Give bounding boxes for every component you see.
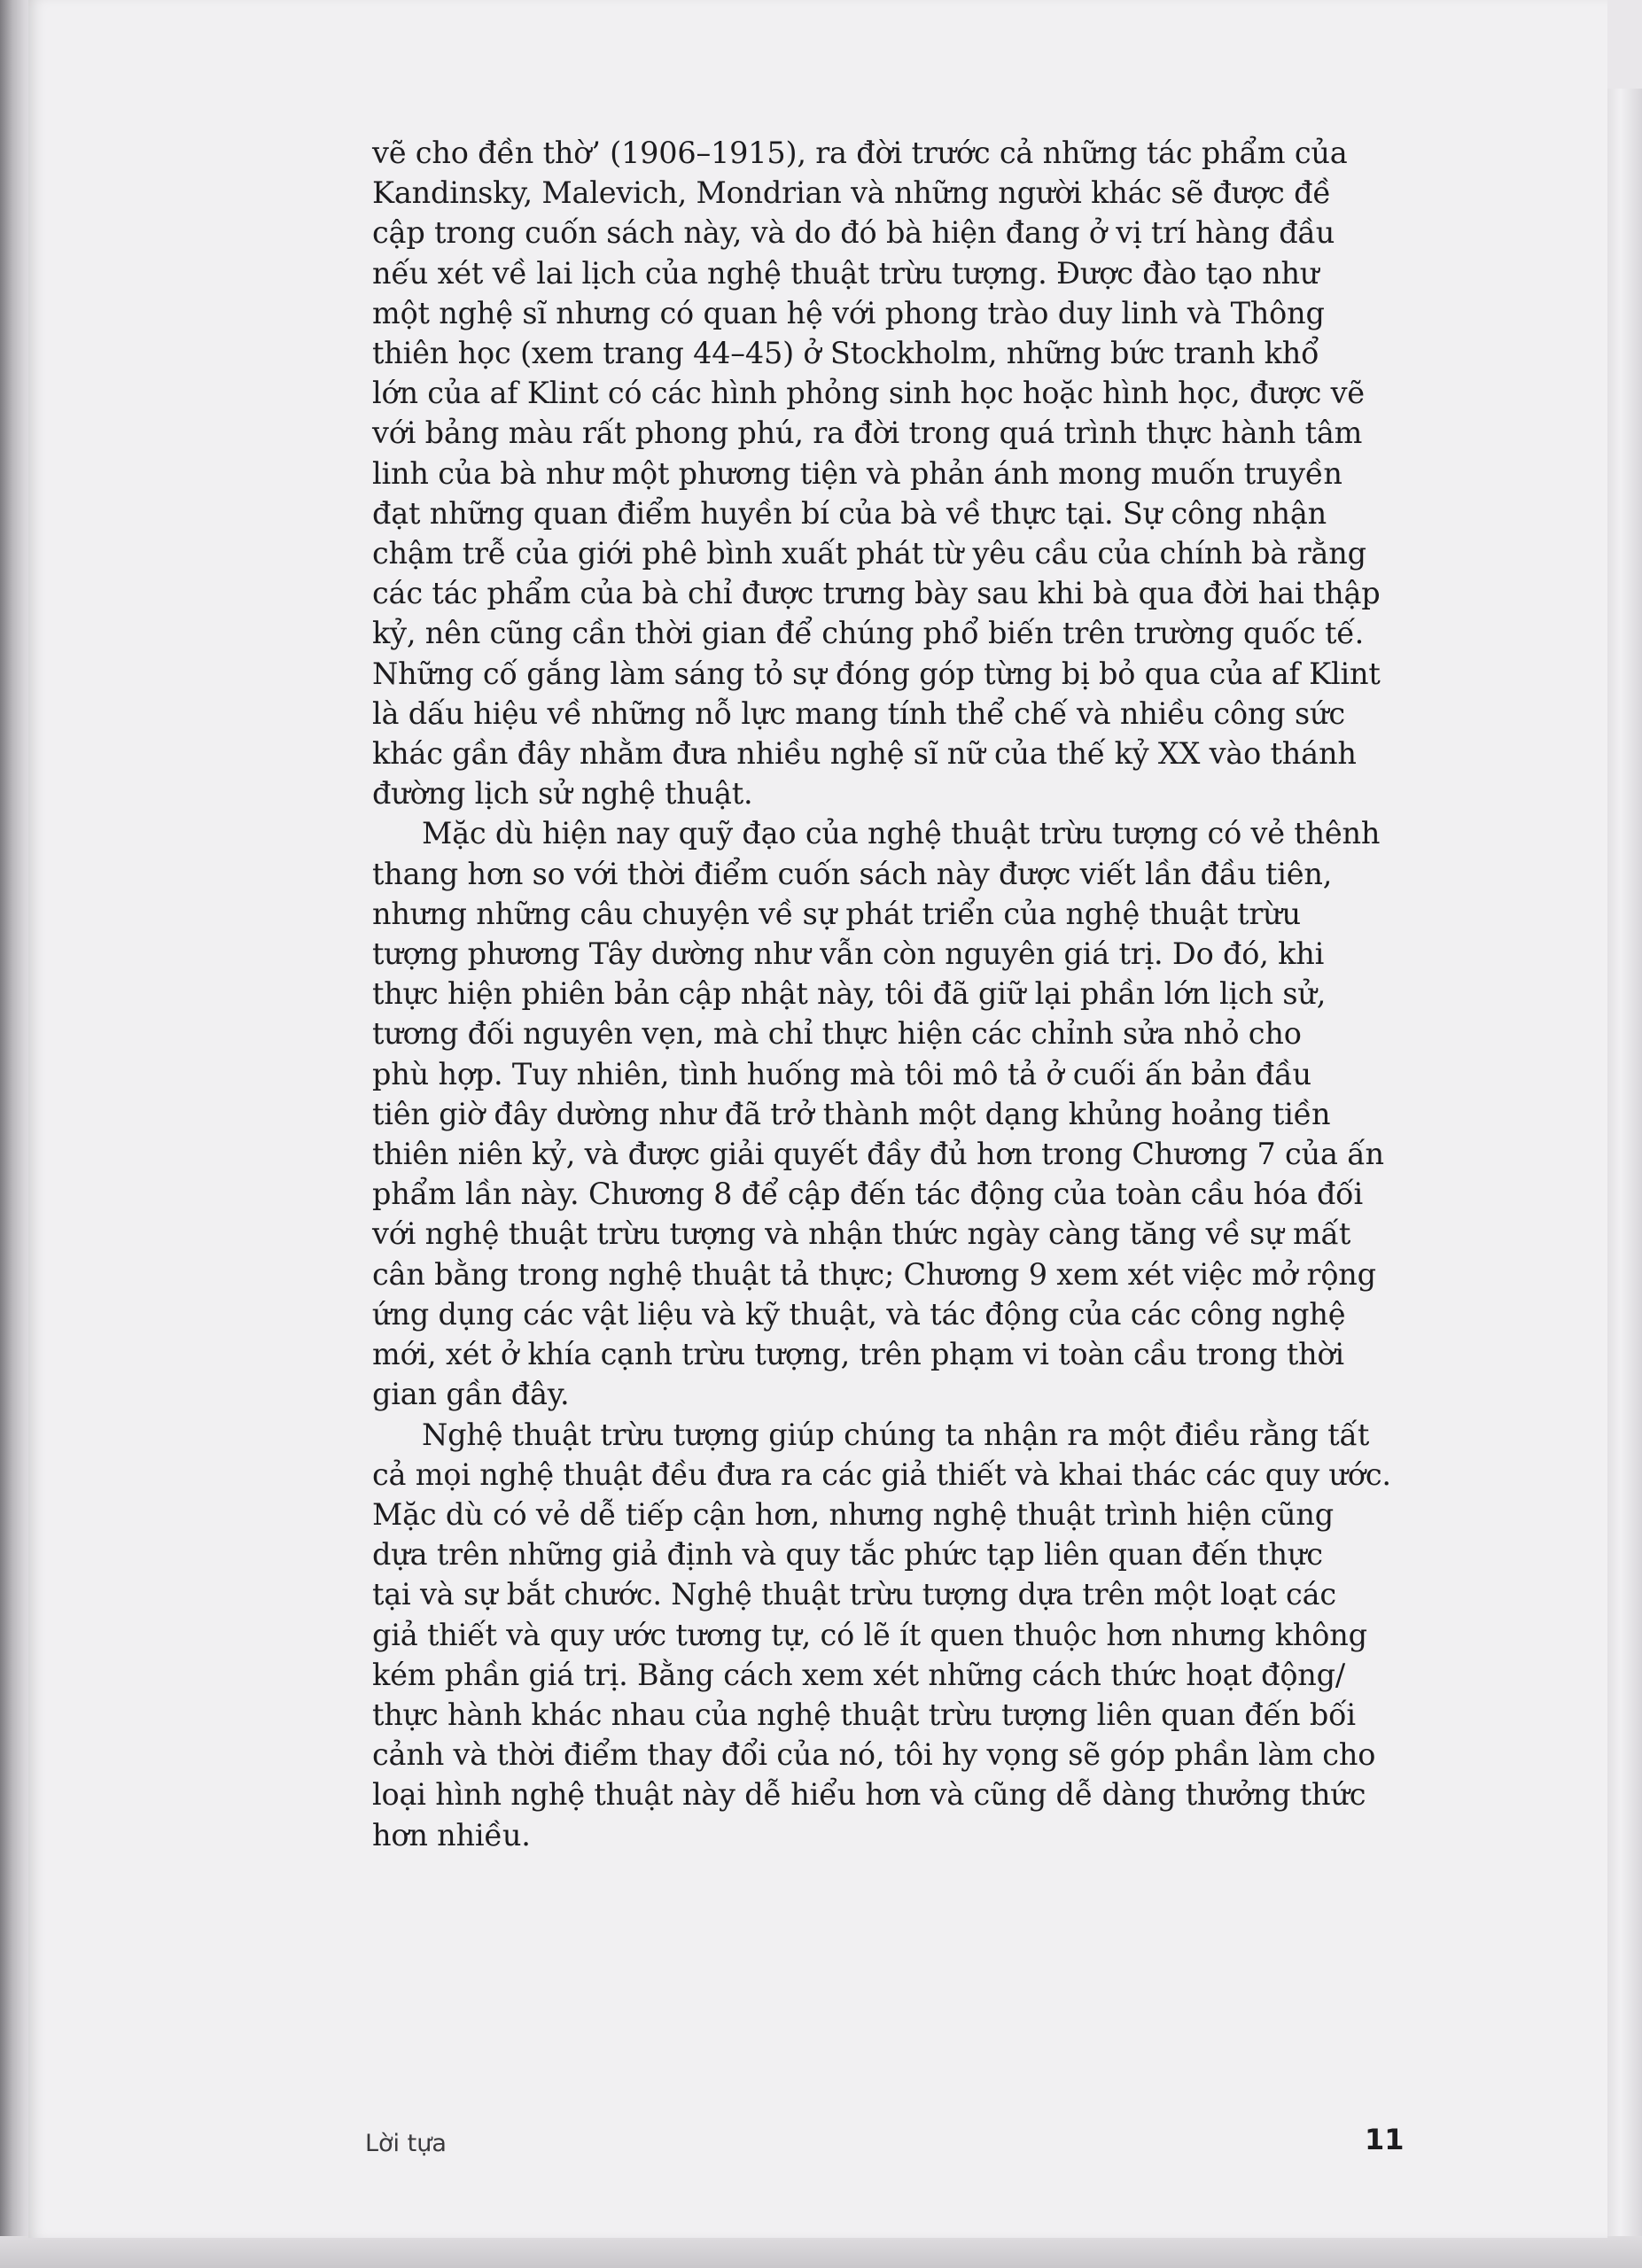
text-line: loại hình nghệ thuật này dễ hiểu hơn và cũng dễ dàng thưởng thức <box>372 1777 1366 1813</box>
text-line: mới, xét ở khía cạnh trừu tượng, trên phạm vi toàn cầu trong thời <box>372 1337 1344 1372</box>
text-line: các tác phẩm của bà chỉ được trưng bày sau khi bà qua đời hai thập <box>372 576 1381 611</box>
text-line: nếu xét về lai lịch của nghệ thuật trừu tượng. Được đào tạo như <box>372 255 1319 291</box>
text-line: giả thiết và quy ước tương tự, có lẽ ít quen thuộc hơn nhưng không <box>372 1617 1367 1652</box>
text-line: kém phần giá trị. Bằng cách xem xét những cách thức hoạt động/ <box>372 1657 1346 1692</box>
text-line: tại và sự bắt chước. Nghệ thuật trừu tượng dựa trên một loạt các <box>372 1577 1336 1612</box>
page-number: 11 <box>1365 2123 1405 2156</box>
text-line: cập trong cuốn sách này, và do đó bà hiện đang ở vị trí hàng đầu <box>372 215 1335 251</box>
text-line: tương đối nguyên vẹn, mà chỉ thực hiện các chỉnh sửa nhỏ cho <box>372 1016 1302 1052</box>
text-line: chậm trễ của giới phê bình xuất phát từ yêu cầu của chính bà rằng <box>372 536 1366 571</box>
text-line: hơn nhiều. <box>372 1817 531 1852</box>
text-line: là dấu hiệu về những nỗ lực mang tính thể chế và nhiều công sức <box>372 695 1345 731</box>
text-line: nhưng những câu chuyện về sự phát triển của nghệ thuật trừu <box>372 896 1301 931</box>
text-line: Mặc dù có vẻ dễ tiếp cận hơn, nhưng nghệ thuật trình hiện cũng <box>372 1496 1334 1532</box>
text-line: thực hiện phiên bản cập nhật này, tôi đã giữ lại phần lớn lịch sử, <box>372 976 1327 1012</box>
text-line: thang hơn so với thời điểm cuốn sách này được viết lần đầu tiên, <box>372 856 1333 891</box>
page-edges <box>1607 89 1642 2250</box>
text-line: với bảng màu rất phong phú, ra đời trong quá trình thực hành tâm <box>372 416 1363 451</box>
text-line: Những cố gắng làm sáng tỏ sự đóng góp từng bị bỏ qua của af Klint <box>372 656 1381 691</box>
text-line: dựa trên những giả định và quy tắc phức tạp liên quan đến thực <box>372 1537 1323 1573</box>
text-line: thực hành khác nhau của nghệ thuật trừu tượng liên quan đến bối <box>372 1697 1356 1732</box>
text-line: với nghệ thuật trừu tượng và nhận thức ngày càng tăng về sự mất <box>372 1216 1351 1252</box>
text-line: lớn của af Klint có các hình phỏng sinh học hoặc hình học, được vẽ <box>372 376 1365 411</box>
paragraph-first-line: Nghệ thuật trừu tượng giúp chúng ta nhận ra một điều rằng tất <box>422 1417 1370 1452</box>
text-line: kỷ, nên cũng cần thời gian để chúng phổ biến trên trường quốc tế. <box>372 616 1365 651</box>
text-line: thiên niên kỷ, và được giải quyết đầy đủ hơn trong Chương 7 của ấn <box>372 1137 1384 1172</box>
text-line: vẽ cho đền thờ’ (1906–1915), ra đời trước cả những tác phẩm của <box>372 136 1348 170</box>
text-line: thiên học (xem trang 44–45) ở Stockholm, những bức tranh khổ <box>372 336 1319 371</box>
text-line: một nghệ sĩ nhưng có quan hệ với phong trào duy linh và Thông <box>372 295 1325 330</box>
text-line: ứng dụng các vật liệu và kỹ thuật, và tác động của các công nghệ <box>372 1296 1346 1332</box>
text-line: cân bằng trong nghệ thuật tả thực; Chương 9 xem xét việc mở rộng <box>372 1256 1376 1292</box>
text-line: đạt những quan điểm huyền bí của bà về thực tại. Sự công nhận <box>372 495 1327 531</box>
text-line: cảnh và thời điểm thay đổi của nó, tôi hy vọng sẽ góp phần làm cho <box>372 1737 1376 1773</box>
text-line: Kandinsky, Malevich, Mondrian và những người khác sẽ được đề <box>372 175 1331 211</box>
text-line: khác gần đây nhằm đưa nhiều nghệ sĩ nữ của thế kỷ XX vào thánh <box>372 736 1357 772</box>
text-line: phẩm lần này. Chương 8 để cập đến tác động của toàn cầu hóa đối <box>372 1177 1363 1212</box>
text-line: đường lịch sử nghệ thuật. <box>372 776 753 812</box>
text-line: gian gần đây. <box>372 1377 570 1412</box>
text-line: cả mọi nghệ thuật đều đưa ra các giả thiết và khai thác các quy ước. <box>372 1456 1391 1492</box>
running-footer-title: Lời tựa <box>365 2130 447 2157</box>
text-line: tiên giờ đây dường như đã trở thành một dạng khủng hoảng tiền <box>372 1096 1331 1131</box>
text-line: tượng phương Tây dường như vẫn còn nguyên giá trị. Do đó, khi <box>372 936 1325 972</box>
bottom-page-edge <box>0 2236 1642 2268</box>
text-line: phù hợp. Tuy nhiên, tình huống mà tôi mô tả ở cuối ấn bản đầu <box>372 1056 1311 1091</box>
paragraph-first-line: Mặc dù hiện nay quỹ đạo của nghệ thuật trừu tượng có vẻ thênh <box>422 816 1381 851</box>
body-text <box>372 133 1391 1855</box>
text-line: linh của bà như một phương tiện và phản ánh mong muốn truyền <box>372 455 1342 491</box>
